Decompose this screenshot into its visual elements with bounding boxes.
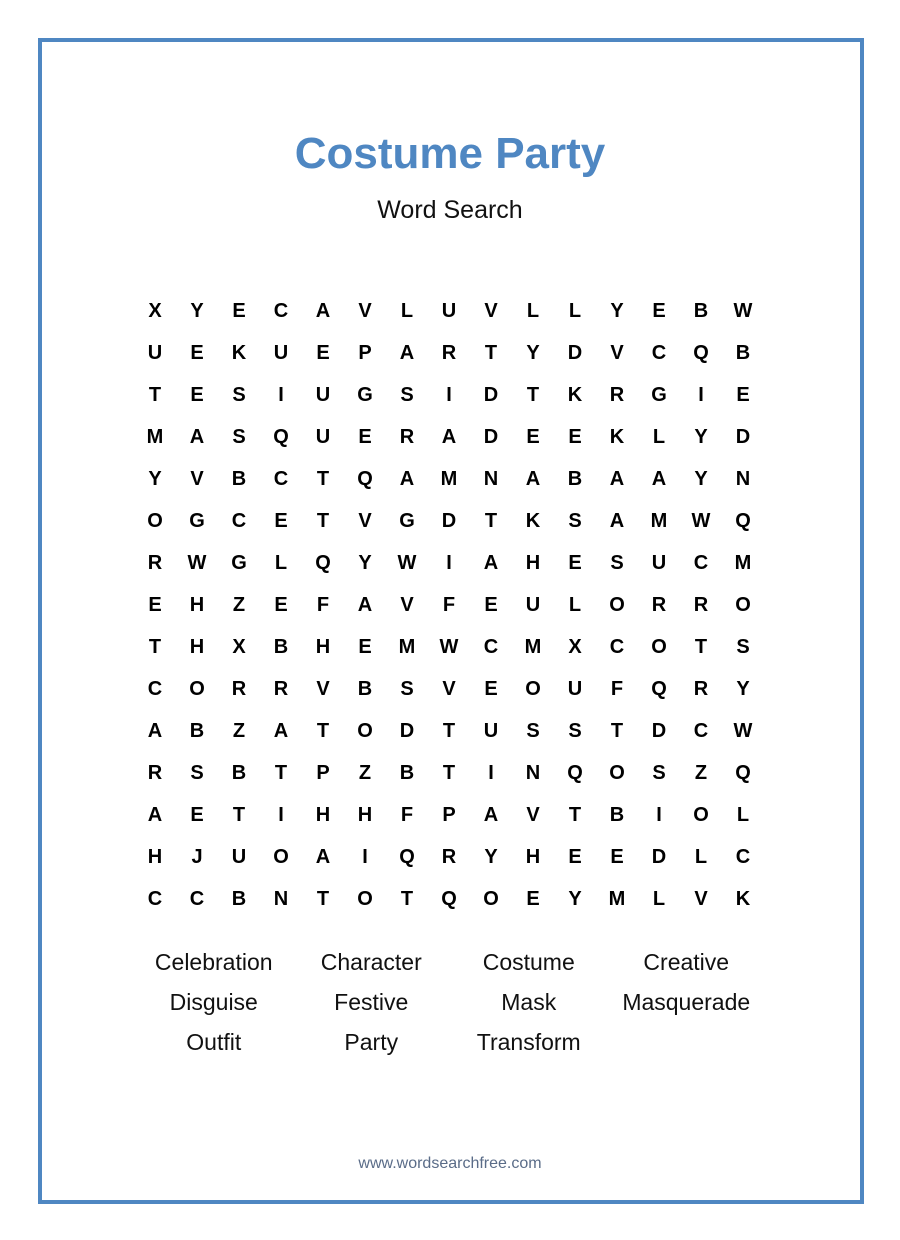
grid-cell[interactable]: R bbox=[609, 383, 625, 406]
grid-cell[interactable]: Y bbox=[526, 341, 540, 364]
grid-cell[interactable]: A bbox=[525, 467, 541, 490]
grid-cell[interactable]: M bbox=[146, 425, 164, 448]
word-list-item: Costume bbox=[482, 948, 575, 975]
grid-cell[interactable]: O bbox=[357, 719, 373, 742]
page-title: Costume Party bbox=[294, 129, 606, 178]
grid-cell[interactable]: X bbox=[232, 635, 246, 658]
grid-cell[interactable]: F bbox=[442, 593, 456, 616]
grid-cell[interactable]: L bbox=[568, 299, 582, 322]
grid-cell[interactable]: R bbox=[147, 761, 163, 784]
grid-cell[interactable]: S bbox=[190, 761, 204, 784]
grid-cell[interactable]: J bbox=[191, 845, 203, 868]
grid-cell[interactable]: Q bbox=[567, 761, 583, 784]
grid-cell[interactable]: Q bbox=[651, 677, 667, 700]
grid-cell[interactable]: R bbox=[441, 845, 457, 868]
grid-cell[interactable]: W bbox=[691, 509, 711, 532]
grid-cell[interactable]: V bbox=[526, 803, 540, 826]
grid-cell[interactable]: N bbox=[273, 887, 289, 910]
grid-cell[interactable]: W bbox=[397, 551, 417, 574]
grid-cell[interactable]: I bbox=[488, 761, 494, 784]
grid-cell[interactable]: Q bbox=[357, 467, 373, 490]
grid-cell[interactable]: H bbox=[357, 803, 373, 826]
grid-cell[interactable]: D bbox=[441, 509, 457, 532]
grid-cell[interactable]: D bbox=[483, 425, 499, 448]
grid-cell[interactable]: E bbox=[274, 593, 288, 616]
word-list-item: Creative bbox=[643, 948, 730, 975]
word-list-item: Transform bbox=[476, 1028, 581, 1055]
grid-cell[interactable]: D bbox=[735, 425, 751, 448]
grid-cell[interactable]: E bbox=[484, 677, 498, 700]
grid-cell[interactable]: U bbox=[567, 677, 583, 700]
word-list-item: Festive bbox=[334, 988, 409, 1015]
grid-cell[interactable]: M bbox=[440, 467, 458, 490]
grid-cell[interactable]: I bbox=[446, 551, 452, 574]
grid-cell[interactable]: Y bbox=[694, 467, 708, 490]
grid-cell[interactable]: L bbox=[652, 425, 666, 448]
grid-cell[interactable]: D bbox=[651, 719, 667, 742]
grid-cell[interactable]: H bbox=[189, 635, 205, 658]
grid-cell[interactable]: H bbox=[315, 635, 331, 658]
grid-cell[interactable]: T bbox=[316, 887, 330, 910]
grid-cell[interactable]: L bbox=[736, 803, 750, 826]
grid-cell[interactable]: V bbox=[610, 341, 624, 364]
grid-cell[interactable]: Y bbox=[484, 845, 498, 868]
grid-cell[interactable]: C bbox=[483, 635, 499, 658]
word-list-item: Mask bbox=[501, 988, 557, 1015]
word-list-item: Outfit bbox=[186, 1028, 242, 1055]
grid-cell[interactable]: K bbox=[735, 887, 751, 910]
letter-grid bbox=[134, 290, 764, 920]
grid-cell[interactable]: T bbox=[484, 341, 498, 364]
grid-cell[interactable]: U bbox=[651, 551, 667, 574]
grid-cell[interactable]: A bbox=[651, 467, 667, 490]
grid-cell[interactable]: A bbox=[399, 467, 415, 490]
grid-cell[interactable]: N bbox=[525, 761, 541, 784]
grid-cell[interactable]: V bbox=[400, 593, 414, 616]
grid-cell[interactable]: W bbox=[439, 635, 459, 658]
footer-url[interactable]: www.wordsearchfree.com bbox=[358, 1155, 542, 1172]
grid-cell[interactable]: H bbox=[525, 551, 541, 574]
grid-cell[interactable]: A bbox=[315, 845, 331, 868]
grid-cell[interactable]: H bbox=[315, 803, 331, 826]
grid-cell[interactable]: A bbox=[399, 341, 415, 364]
grid-cell[interactable]: T bbox=[484, 509, 498, 532]
grid-cell[interactable]: R bbox=[399, 425, 415, 448]
grid-cell[interactable]: Y bbox=[736, 677, 750, 700]
grid-cell[interactable]: R bbox=[273, 677, 289, 700]
grid-cell[interactable]: W bbox=[733, 719, 753, 742]
grid-cell[interactable]: U bbox=[273, 341, 289, 364]
grid-cell[interactable]: P bbox=[358, 341, 372, 364]
grid-cell[interactable]: T bbox=[568, 803, 582, 826]
grid-cell[interactable]: K bbox=[609, 425, 625, 448]
grid-cell[interactable]: A bbox=[315, 299, 331, 322]
grid-cell[interactable]: W bbox=[733, 299, 753, 322]
grid-cell[interactable]: C bbox=[189, 887, 205, 910]
grid-cell[interactable]: C bbox=[735, 845, 751, 868]
grid-cell[interactable]: Y bbox=[694, 425, 708, 448]
grid-cell[interactable]: T bbox=[274, 761, 288, 784]
word-list-item: Masquerade bbox=[622, 988, 751, 1015]
grid-cell[interactable]: E bbox=[358, 635, 372, 658]
grid-cell[interactable]: T bbox=[148, 635, 162, 658]
grid-cell[interactable]: O bbox=[147, 509, 163, 532]
grid-cell[interactable]: S bbox=[400, 383, 414, 406]
grid-cell[interactable]: Y bbox=[358, 551, 372, 574]
grid-cell[interactable]: B bbox=[735, 341, 751, 364]
grid-cell[interactable]: C bbox=[651, 341, 667, 364]
grid-cell[interactable]: E bbox=[190, 341, 204, 364]
grid-cell[interactable]: B bbox=[189, 719, 205, 742]
grid-cell[interactable]: E bbox=[568, 845, 582, 868]
grid-cell[interactable]: E bbox=[274, 509, 288, 532]
grid-cell[interactable]: Q bbox=[315, 551, 331, 574]
grid-cell[interactable]: O bbox=[483, 887, 499, 910]
grid-cell[interactable]: U bbox=[315, 383, 331, 406]
grid-cell[interactable]: B bbox=[357, 677, 373, 700]
grid-cell[interactable]: R bbox=[441, 341, 457, 364]
grid-cell[interactable]: T bbox=[316, 509, 330, 532]
grid-cell[interactable]: E bbox=[568, 425, 582, 448]
grid-cell[interactable]: L bbox=[568, 593, 582, 616]
grid-cell[interactable]: S bbox=[232, 425, 246, 448]
grid-cell[interactable]: X bbox=[148, 299, 162, 322]
word-list-item: Party bbox=[344, 1028, 399, 1055]
grid-cell[interactable]: V bbox=[358, 509, 372, 532]
grid-cell[interactable]: K bbox=[231, 341, 247, 364]
grid-cell[interactable]: V bbox=[358, 299, 372, 322]
grid-cell[interactable]: I bbox=[362, 845, 368, 868]
grid-cell[interactable]: E bbox=[568, 551, 582, 574]
grid-cell[interactable]: E bbox=[526, 887, 540, 910]
grid-cell[interactable]: H bbox=[525, 845, 541, 868]
grid-cell[interactable]: F bbox=[610, 677, 624, 700]
grid-cell[interactable]: P bbox=[316, 761, 330, 784]
grid-cell[interactable]: Q bbox=[735, 761, 751, 784]
grid-cell[interactable]: T bbox=[316, 467, 330, 490]
grid-cell[interactable]: E bbox=[736, 383, 750, 406]
grid-cell[interactable]: U bbox=[315, 425, 331, 448]
grid-cell[interactable]: R bbox=[693, 593, 709, 616]
grid-cell[interactable]: L bbox=[274, 551, 288, 574]
grid-cell[interactable]: Q bbox=[273, 425, 289, 448]
grid-cell[interactable]: V bbox=[190, 467, 204, 490]
grid-cell[interactable]: Q bbox=[735, 509, 751, 532]
grid-cell[interactable]: M bbox=[734, 551, 752, 574]
grid-cell[interactable]: X bbox=[568, 635, 582, 658]
grid-cell[interactable]: K bbox=[525, 509, 541, 532]
grid-cell[interactable]: B bbox=[273, 635, 289, 658]
grid-cell[interactable]: A bbox=[483, 803, 499, 826]
grid-cell[interactable]: D bbox=[567, 341, 583, 364]
grid-cell[interactable]: E bbox=[316, 341, 330, 364]
grid-cell[interactable]: S bbox=[232, 383, 246, 406]
grid-cell[interactable]: O bbox=[651, 635, 667, 658]
grid-cell[interactable]: L bbox=[652, 887, 666, 910]
grid-cell[interactable]: I bbox=[278, 383, 284, 406]
grid-cell[interactable]: Z bbox=[694, 761, 708, 784]
grid-cell[interactable]: O bbox=[357, 887, 373, 910]
grid-cell[interactable]: A bbox=[189, 425, 205, 448]
grid-cell[interactable]: E bbox=[610, 845, 624, 868]
grid-cell[interactable]: Q bbox=[441, 887, 457, 910]
grid-cell[interactable]: G bbox=[399, 509, 415, 532]
grid-cell[interactable]: M bbox=[524, 635, 542, 658]
grid-cell[interactable]: N bbox=[735, 467, 751, 490]
grid-cell[interactable]: O bbox=[189, 677, 205, 700]
grid-cell[interactable]: E bbox=[526, 425, 540, 448]
grid-cell[interactable]: E bbox=[190, 383, 204, 406]
grid-cell[interactable]: V bbox=[316, 677, 330, 700]
grid-cell[interactable]: E bbox=[148, 593, 162, 616]
grid-cell[interactable]: S bbox=[400, 677, 414, 700]
grid-cell[interactable]: A bbox=[609, 509, 625, 532]
grid-cell[interactable]: Y bbox=[148, 467, 162, 490]
grid-cell[interactable]: O bbox=[693, 803, 709, 826]
grid-cell[interactable]: C bbox=[609, 635, 625, 658]
grid-cell[interactable]: V bbox=[484, 299, 498, 322]
grid-cell[interactable]: S bbox=[568, 509, 582, 532]
grid-cell[interactable]: U bbox=[441, 299, 457, 322]
grid-cell[interactable]: A bbox=[273, 719, 289, 742]
grid-cell[interactable]: V bbox=[694, 887, 708, 910]
grid-cell[interactable]: I bbox=[656, 803, 662, 826]
grid-cell[interactable]: T bbox=[232, 803, 246, 826]
grid-cell[interactable]: A bbox=[357, 593, 373, 616]
grid-cell[interactable]: O bbox=[609, 593, 625, 616]
grid-cell[interactable]: E bbox=[484, 593, 498, 616]
grid-cell[interactable]: D bbox=[483, 383, 499, 406]
grid-cell[interactable]: C bbox=[693, 719, 709, 742]
grid-cell[interactable]: G bbox=[357, 383, 373, 406]
grid-cell[interactable]: A bbox=[609, 467, 625, 490]
grid-cell[interactable]: U bbox=[147, 341, 163, 364]
grid-cell[interactable]: T bbox=[442, 719, 456, 742]
grid-cell[interactable]: P bbox=[442, 803, 456, 826]
grid-cell[interactable]: O bbox=[273, 845, 289, 868]
grid-cell[interactable]: V bbox=[442, 677, 456, 700]
grid-cell[interactable]: A bbox=[147, 719, 163, 742]
grid-cell[interactable]: Z bbox=[232, 719, 246, 742]
word-list-item: Celebration bbox=[154, 948, 273, 975]
grid-cell[interactable]: O bbox=[735, 593, 751, 616]
grid-cell[interactable]: U bbox=[483, 719, 499, 742]
grid-cell[interactable]: U bbox=[525, 593, 541, 616]
grid-cell[interactable]: C bbox=[273, 467, 289, 490]
grid-cell[interactable]: L bbox=[526, 299, 540, 322]
grid-cell[interactable]: O bbox=[609, 761, 625, 784]
grid-cell[interactable]: G bbox=[189, 509, 205, 532]
grid-cell[interactable]: R bbox=[147, 551, 163, 574]
grid-cell[interactable]: S bbox=[610, 551, 624, 574]
grid-cell[interactable]: S bbox=[652, 761, 666, 784]
grid-cell[interactable]: M bbox=[650, 509, 668, 532]
grid-cell[interactable]: B bbox=[231, 467, 247, 490]
grid-cell[interactable]: T bbox=[610, 719, 624, 742]
grid-cell[interactable]: R bbox=[651, 593, 667, 616]
grid-cell[interactable]: E bbox=[652, 299, 666, 322]
grid-cell[interactable]: E bbox=[190, 803, 204, 826]
grid-cell[interactable]: N bbox=[483, 467, 499, 490]
grid-cell[interactable]: S bbox=[526, 719, 540, 742]
grid-cell[interactable]: C bbox=[273, 299, 289, 322]
grid-cell[interactable]: B bbox=[231, 761, 247, 784]
grid-cell[interactable]: H bbox=[147, 845, 163, 868]
page-subtitle: Word Search bbox=[377, 196, 523, 224]
grid-cell[interactable]: D bbox=[651, 845, 667, 868]
grid-cell[interactable]: Q bbox=[399, 845, 415, 868]
grid-cell[interactable]: R bbox=[231, 677, 247, 700]
grid-cell[interactable]: S bbox=[568, 719, 582, 742]
grid-cell[interactable]: G bbox=[651, 383, 667, 406]
grid-cell[interactable]: T bbox=[148, 383, 162, 406]
grid-cell[interactable]: C bbox=[231, 509, 247, 532]
grid-cell[interactable]: C bbox=[693, 551, 709, 574]
grid-cell[interactable]: L bbox=[400, 299, 414, 322]
grid-cell[interactable]: Z bbox=[358, 761, 372, 784]
grid-cell[interactable]: R bbox=[693, 677, 709, 700]
grid-cell[interactable]: K bbox=[567, 383, 583, 406]
grid-cell[interactable]: T bbox=[694, 635, 708, 658]
grid-cell[interactable]: S bbox=[736, 635, 750, 658]
grid-cell[interactable]: W bbox=[187, 551, 207, 574]
grid-cell[interactable]: M bbox=[398, 635, 416, 658]
grid-cell[interactable]: A bbox=[441, 425, 457, 448]
grid-cell[interactable]: T bbox=[442, 761, 456, 784]
grid-cell[interactable]: B bbox=[231, 887, 247, 910]
grid-cell[interactable]: B bbox=[609, 803, 625, 826]
grid-cell[interactable]: Y bbox=[190, 299, 204, 322]
grid-cell[interactable]: Y bbox=[568, 887, 582, 910]
grid-cell[interactable]: H bbox=[189, 593, 205, 616]
grid-cell[interactable]: F bbox=[400, 803, 414, 826]
grid-cell[interactable]: I bbox=[698, 383, 704, 406]
grid-cell[interactable]: A bbox=[483, 551, 499, 574]
grid-cell[interactable]: I bbox=[278, 803, 284, 826]
grid-cell[interactable]: A bbox=[147, 803, 163, 826]
grid-cell[interactable]: B bbox=[567, 467, 583, 490]
grid-cell[interactable]: L bbox=[694, 845, 708, 868]
grid-cell[interactable]: Q bbox=[693, 341, 709, 364]
grid-cell[interactable]: E bbox=[358, 425, 372, 448]
word-list-item: Character bbox=[320, 948, 422, 975]
word-list-item: Disguise bbox=[169, 988, 258, 1015]
grid-cell[interactable]: C bbox=[147, 887, 163, 910]
grid-cell[interactable]: I bbox=[446, 383, 452, 406]
grid-cell[interactable]: B bbox=[399, 761, 415, 784]
grid-cell[interactable]: T bbox=[316, 719, 330, 742]
grid-cell[interactable]: Z bbox=[232, 593, 246, 616]
grid-cell[interactable]: F bbox=[316, 593, 330, 616]
grid-cell[interactable]: G bbox=[231, 551, 247, 574]
grid-cell[interactable]: Y bbox=[610, 299, 624, 322]
grid-cell[interactable]: D bbox=[399, 719, 415, 742]
grid-cell[interactable]: C bbox=[147, 677, 163, 700]
grid-cell[interactable]: M bbox=[608, 887, 626, 910]
word-list bbox=[135, 942, 765, 1062]
grid-cell[interactable]: E bbox=[232, 299, 246, 322]
grid-cell[interactable]: U bbox=[231, 845, 247, 868]
grid-cell[interactable]: B bbox=[693, 299, 709, 322]
grid-cell[interactable]: O bbox=[525, 677, 541, 700]
grid-cell[interactable]: T bbox=[526, 383, 540, 406]
grid-cell[interactable]: T bbox=[400, 887, 414, 910]
